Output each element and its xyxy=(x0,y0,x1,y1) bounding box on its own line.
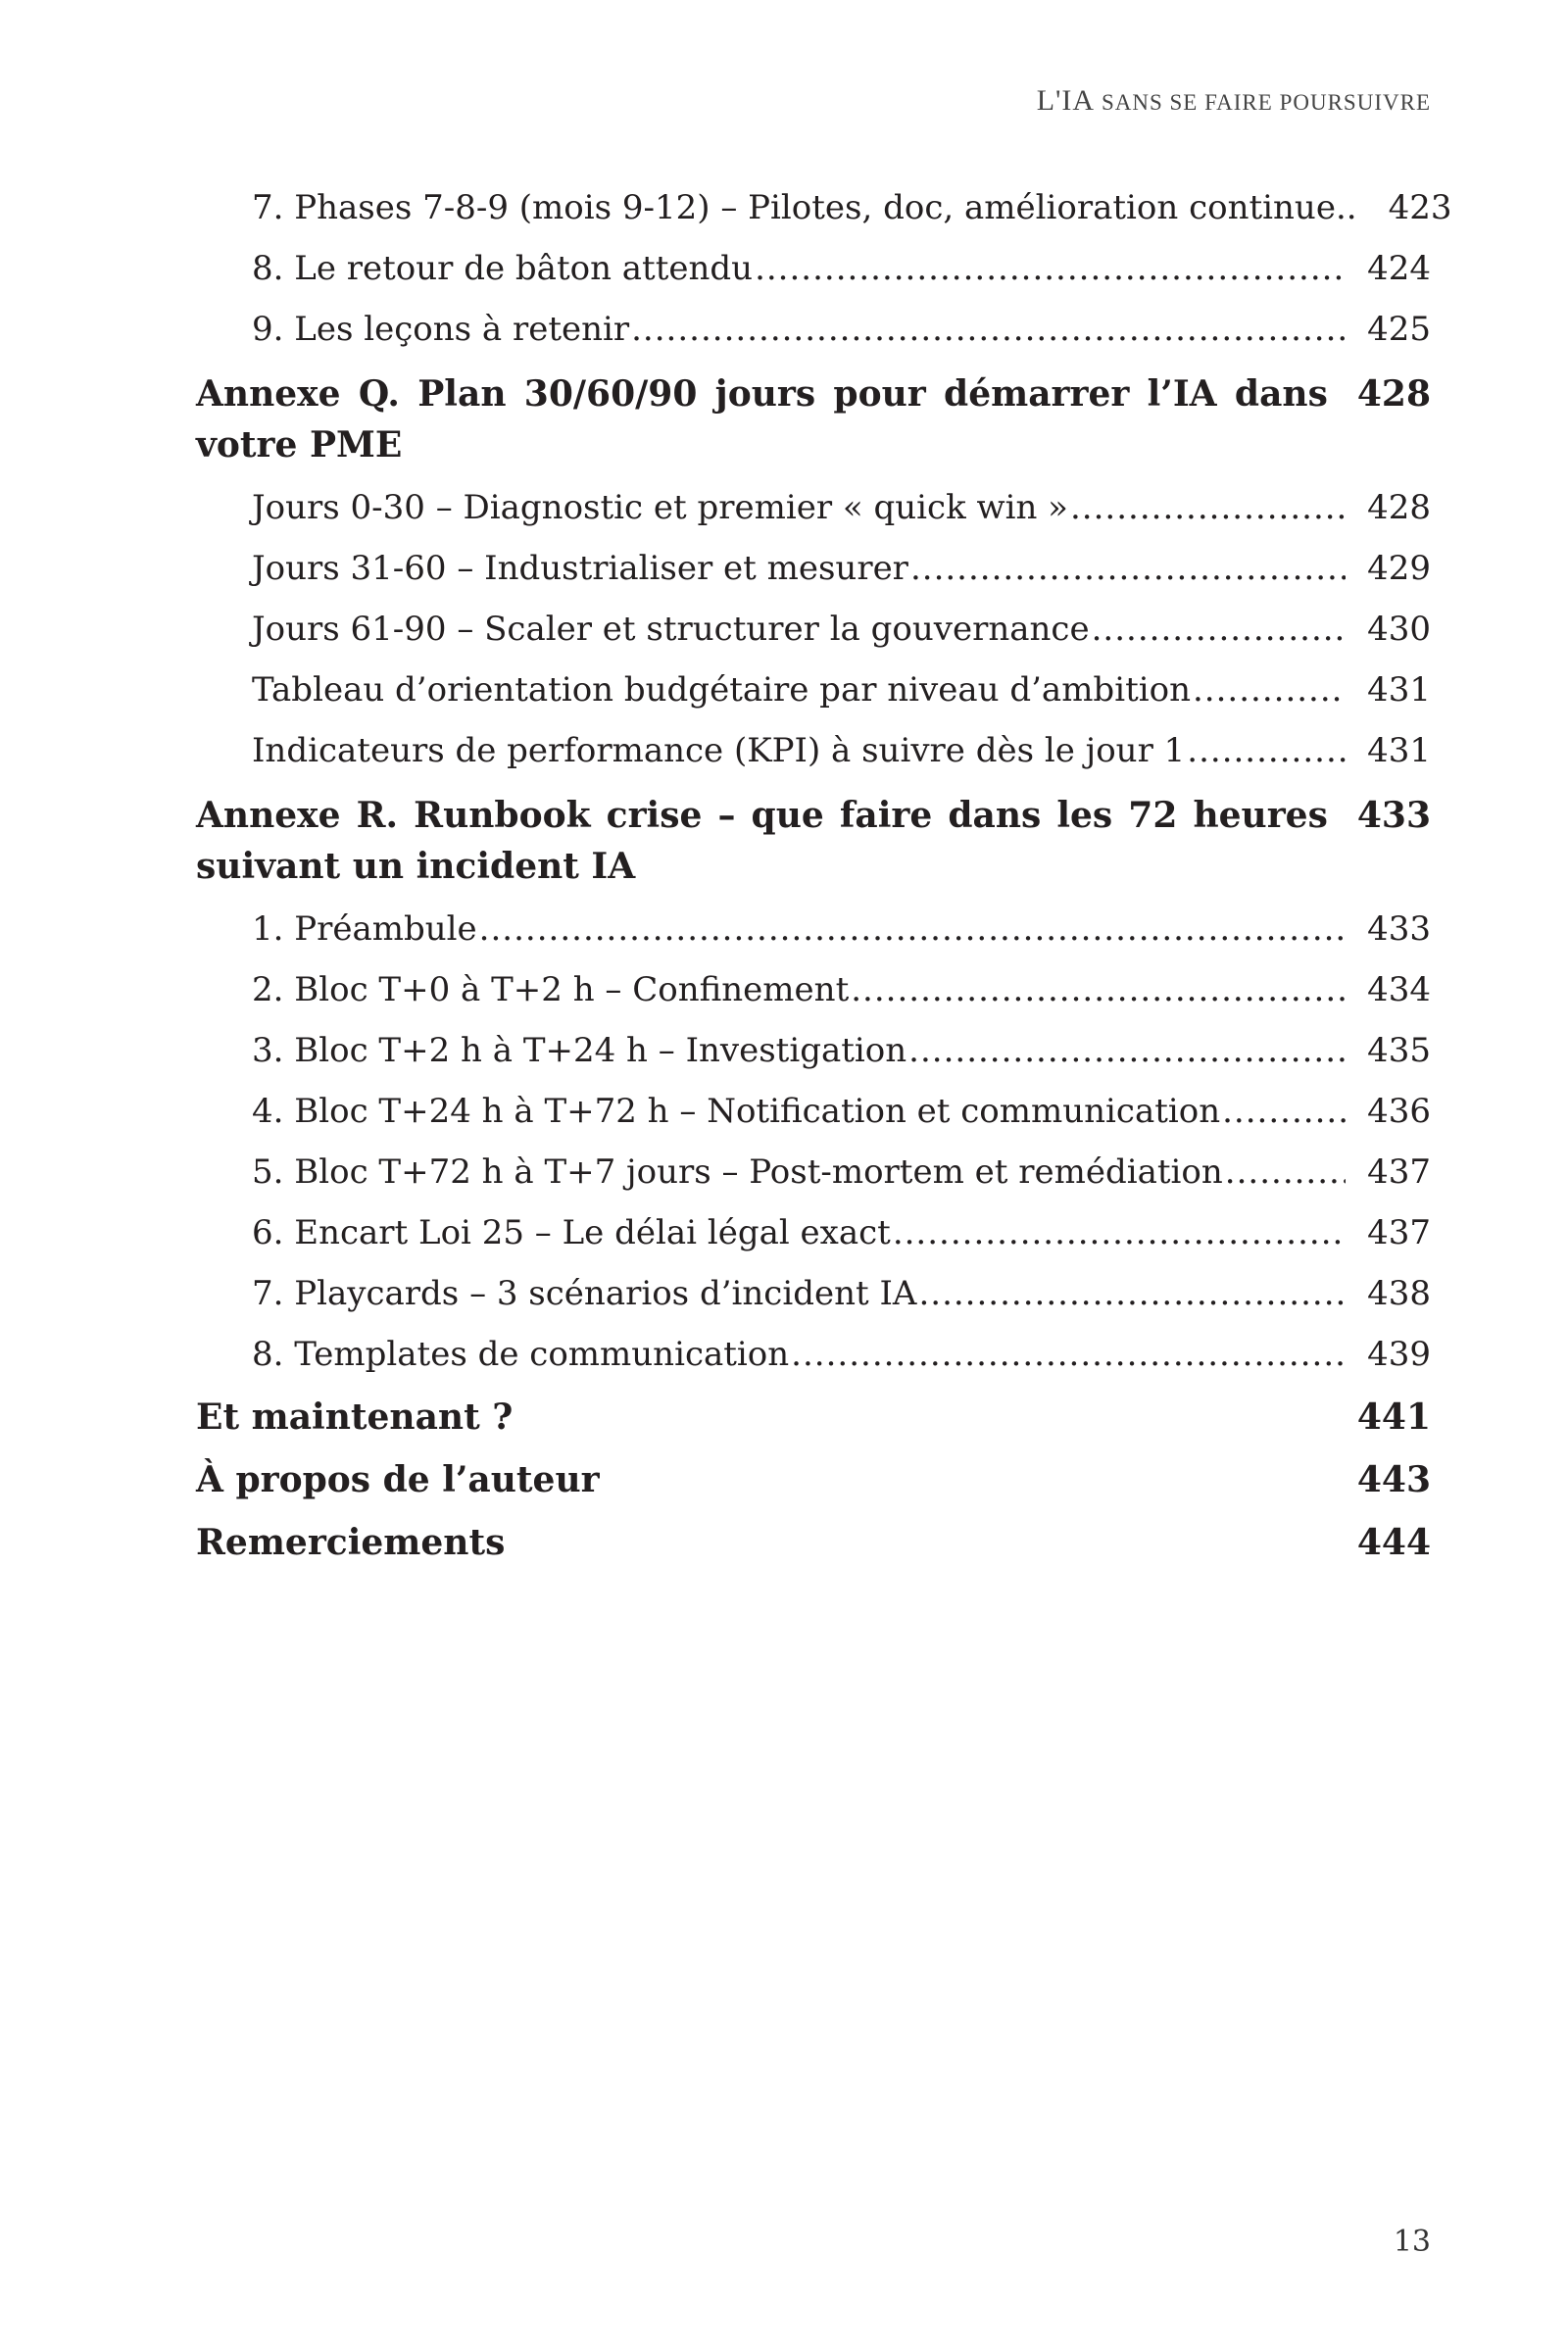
toc-entry-label: 9. Les leçons à retenir xyxy=(252,310,630,349)
toc-entry[interactable] xyxy=(196,1025,1431,1086)
dot-leader xyxy=(918,1268,1346,1319)
toc-entry-label: 7. Phases 7-8-9 (mois 9-12) – Pilotes, doc, amélioration continue.. xyxy=(252,188,1357,227)
toc-entry[interactable] xyxy=(196,304,1431,365)
toc-top-label: Remerciements xyxy=(196,1522,506,1563)
toc-entry-page: 434 xyxy=(1367,970,1431,1009)
toc-entry-page: 437 xyxy=(1367,1152,1431,1192)
running-header xyxy=(1037,84,1431,118)
toc-entry-page: 429 xyxy=(1367,549,1431,588)
toc-top-entry[interactable] xyxy=(196,1515,1431,1578)
dot-leader xyxy=(910,543,1346,594)
toc-top-entry[interactable] xyxy=(196,1452,1431,1515)
toc-entry-label: 3. Bloc T+2 h à T+24 h – Investigation xyxy=(252,1031,907,1070)
toc-heading-annexe-r[interactable] xyxy=(196,790,1431,892)
toc-entry[interactable] xyxy=(196,1086,1431,1147)
toc-entry-page: 431 xyxy=(1367,670,1431,710)
dot-leader xyxy=(1092,604,1347,655)
toc-entry-label: 7. Playcards – 3 scénarios d’incident IA xyxy=(252,1274,917,1313)
dot-leader xyxy=(631,304,1346,355)
dot-leader xyxy=(1225,1147,1346,1198)
running-header-title: SANS SE FAIRE POURSUIVRE xyxy=(1101,90,1431,115)
toc-entry[interactable] xyxy=(196,182,1452,243)
toc-entry[interactable] xyxy=(196,1268,1431,1329)
toc-entry[interactable] xyxy=(196,725,1431,786)
toc-entry-page: 428 xyxy=(1367,488,1431,527)
dot-leader xyxy=(791,1329,1346,1380)
toc-entry-label: Jours 31-60 – Industrialiser et mesurer xyxy=(252,549,908,588)
dot-leader xyxy=(1193,664,1346,715)
toc-top-page: 443 xyxy=(1356,1459,1431,1500)
dot-leader xyxy=(1187,725,1346,776)
dot-leader xyxy=(893,1207,1346,1258)
toc-entry[interactable] xyxy=(196,243,1431,304)
toc-entry[interactable] xyxy=(196,604,1431,664)
table-of-contents xyxy=(196,182,1452,1578)
toc-entry-page: 437 xyxy=(1367,1213,1431,1252)
toc-entry-label: 5. Bloc T+72 h à T+7 jours – Post-mortem et remédiation xyxy=(252,1152,1223,1192)
toc-entry[interactable] xyxy=(196,664,1431,725)
dot-leader xyxy=(908,1025,1346,1076)
toc-entry-page: 438 xyxy=(1367,1274,1431,1313)
toc-entry-label: 4. Bloc T+24 h à T+72 h – Notification et communication xyxy=(252,1092,1221,1131)
toc-heading-page: 433 xyxy=(1356,795,1431,836)
toc-top-label: À propos de l’auteur xyxy=(196,1459,600,1500)
toc-entry-page: 424 xyxy=(1367,249,1431,288)
toc-top-entry[interactable] xyxy=(196,1390,1431,1452)
toc-top-page: 444 xyxy=(1356,1522,1431,1563)
toc-entry-label: 1. Préambule xyxy=(252,909,477,949)
toc-entry[interactable] xyxy=(196,964,1431,1025)
toc-heading-annexe-q[interactable] xyxy=(196,368,1431,470)
toc-heading-label: Annexe R. Runbook crise – que faire dans les 72 heures suivant un incident IA xyxy=(196,795,1328,887)
toc-entry-page: 425 xyxy=(1367,310,1431,349)
toc-entry-page: 433 xyxy=(1367,909,1431,949)
toc-entry[interactable] xyxy=(196,904,1431,964)
toc-heading-page: 428 xyxy=(1356,373,1431,415)
dot-leader xyxy=(479,904,1346,955)
toc-entry-page: 431 xyxy=(1367,731,1431,770)
dot-leader xyxy=(1222,1086,1346,1137)
dot-leader xyxy=(851,964,1346,1015)
toc-entry[interactable] xyxy=(196,543,1431,604)
toc-entry-page: 435 xyxy=(1367,1031,1431,1070)
toc-entry[interactable] xyxy=(196,482,1431,543)
toc-top-page: 441 xyxy=(1356,1396,1431,1438)
dot-leader xyxy=(755,243,1346,294)
toc-entry-label: 8. Templates de communication xyxy=(252,1335,790,1374)
toc-entry-label: Indicateurs de performance (KPI) à suivre dès le jour 1 xyxy=(252,731,1186,770)
toc-entry-label: Jours 61-90 – Scaler et structurer la gouvernance xyxy=(252,610,1090,649)
toc-top-label: Et maintenant ? xyxy=(196,1396,514,1438)
toc-entry-label: 8. Le retour de bâton attendu xyxy=(252,249,754,288)
toc-entry-label: Jours 0-30 – Diagnostic et premier « quick win » xyxy=(252,488,1068,527)
toc-entry-page: 423 xyxy=(1388,188,1452,227)
running-header-prefix: L'IA xyxy=(1036,84,1094,117)
toc-heading-label: Annexe Q. Plan 30/60/90 jours pour démarrer l’IA dans votre PME xyxy=(196,373,1328,466)
toc-entry[interactable] xyxy=(196,1329,1431,1390)
page-number: 13 xyxy=(1393,2225,1431,2259)
toc-entry-page: 436 xyxy=(1367,1092,1431,1131)
toc-entry-page: 439 xyxy=(1367,1335,1431,1374)
toc-entry-label: 6. Encart Loi 25 – Le délai légal exact xyxy=(252,1213,891,1252)
toc-entry[interactable] xyxy=(196,1147,1431,1207)
dot-leader xyxy=(1070,482,1346,533)
toc-entry[interactable] xyxy=(196,1207,1431,1268)
toc-entry-label: Tableau d’orientation budgétaire par niveau d’ambition xyxy=(252,670,1191,710)
toc-entry-page: 430 xyxy=(1367,610,1431,649)
toc-entry-label: 2. Bloc T+0 à T+2 h – Confinement xyxy=(252,970,850,1009)
